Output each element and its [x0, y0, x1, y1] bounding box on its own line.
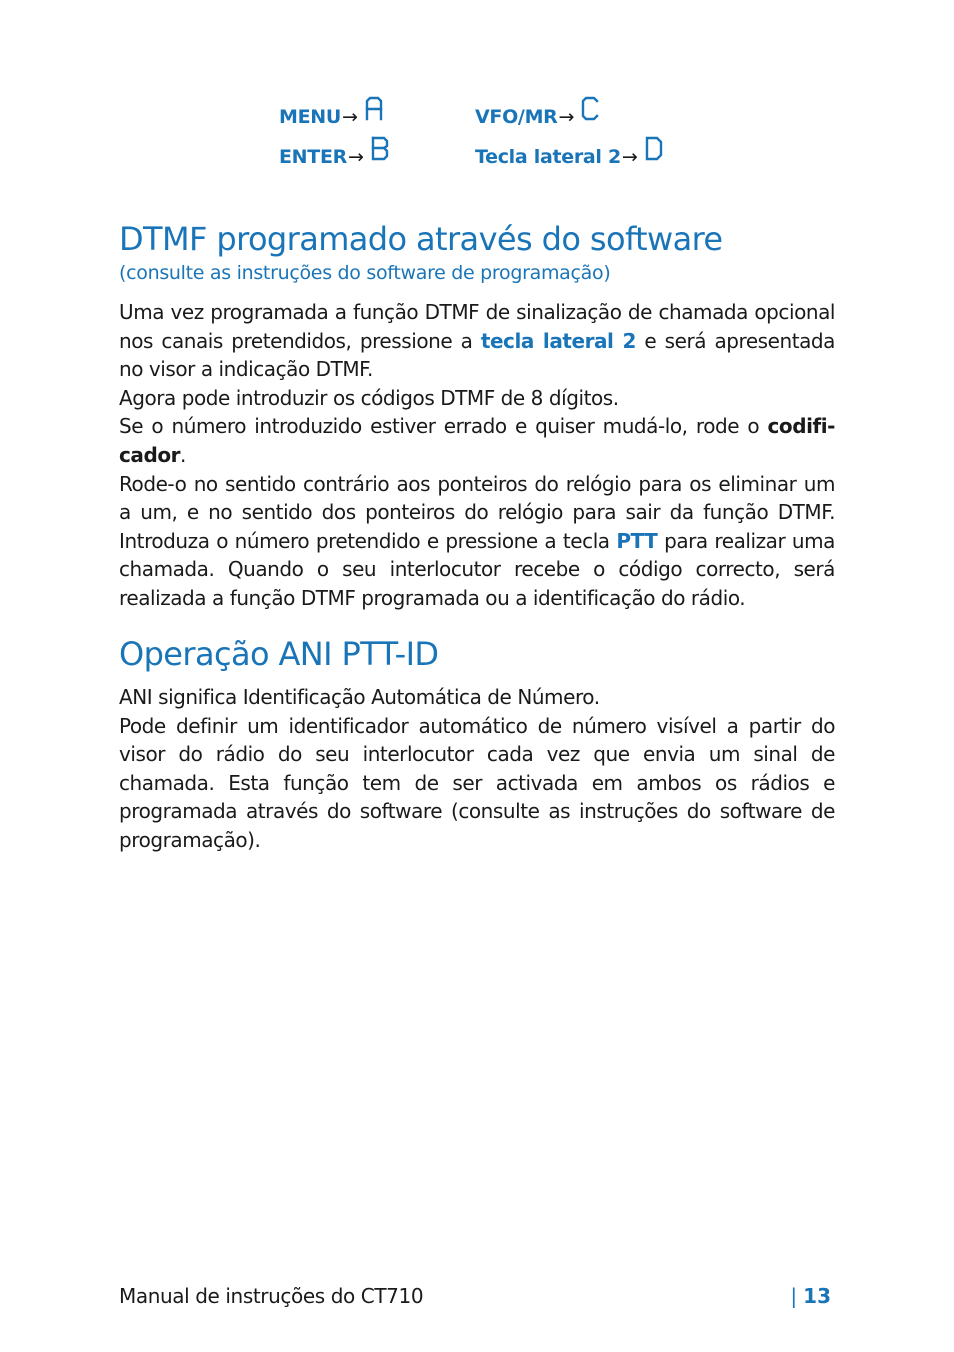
key-mapping-enter — [279, 128, 390, 168]
paragraph: Se o número introduzido estiver errado e quiser mudá-lo, rode o codifi-cador. — [119, 414, 835, 467]
section-title-ani: Operação ANI PTT-ID — [119, 635, 439, 673]
arrow-icon: → — [621, 146, 638, 168]
dtmf-body — [119, 298, 835, 613]
paragraph: ANI significa Identificação Automática de Número. — [119, 685, 600, 709]
lcd-char-c-icon — [580, 95, 600, 121]
paragraph: Agora pode introduzir os códigos DTMF de 8 dígitos. — [119, 385, 619, 410]
arrow-icon: → — [347, 146, 364, 168]
key-label: ENTER — [279, 146, 347, 168]
arrow-icon: → — [558, 106, 575, 128]
section-title-dtmf: DTMF programado através do software — [119, 220, 723, 258]
lcd-char-d-icon — [644, 135, 664, 161]
page-number-value: 13 — [803, 1284, 831, 1308]
key-label: VFO/MR — [475, 106, 558, 128]
side-key-2-term: tecla lateral 2 — [480, 328, 636, 353]
lcd-char-a-icon — [364, 95, 384, 121]
arrow-icon: → — [342, 106, 358, 128]
ani-body — [119, 683, 835, 855]
paragraph: Uma vez programada a função DTMF de sinalização de chamada opcional nos canais pretendidos, pressione a tecla lateral 2 e será apresentada no visor a indicação DTMF. — [119, 300, 835, 382]
key-mapping-side-key-2 — [475, 128, 664, 168]
paragraph: Rode-o no sentido contrário aos ponteiros do relógio para os eliminar um a um, e no sentido dos ponteiros do relógio para sair da função DTMF. Introduza o número pretendido e pressione a tecla PTT para realizar uma chamada. Quando o seu interlocutor recebe o código correcto, será realizada a função DTMF programada ou a identificação do rádio. — [119, 471, 835, 610]
key-label: MENU — [279, 106, 342, 128]
footer-manual-title: Manual de instruções do CT710 — [119, 1284, 424, 1308]
footer-separator: | — [790, 1284, 798, 1308]
lcd-char-b-icon — [370, 135, 390, 161]
key-mapping-menu — [279, 88, 384, 128]
key-label: Tecla lateral 2 — [475, 146, 621, 168]
page-number — [790, 1284, 831, 1308]
paragraph: Pode definir um identificador automático de número visível a partir do visor do rádio do seu interlocutor cada vez que envia um sinal de chamada. Esta função tem de ser activada em ambos os rádios e programada através do software (consulte as instruções do software de programação). — [119, 713, 835, 852]
key-mapping-vfo-mr — [475, 88, 600, 128]
section-subtitle: (consulte as instruções do software de programação) — [119, 262, 611, 284]
encoder-term: codifi-cador — [119, 414, 835, 467]
ptt-term: PTT — [616, 528, 658, 553]
